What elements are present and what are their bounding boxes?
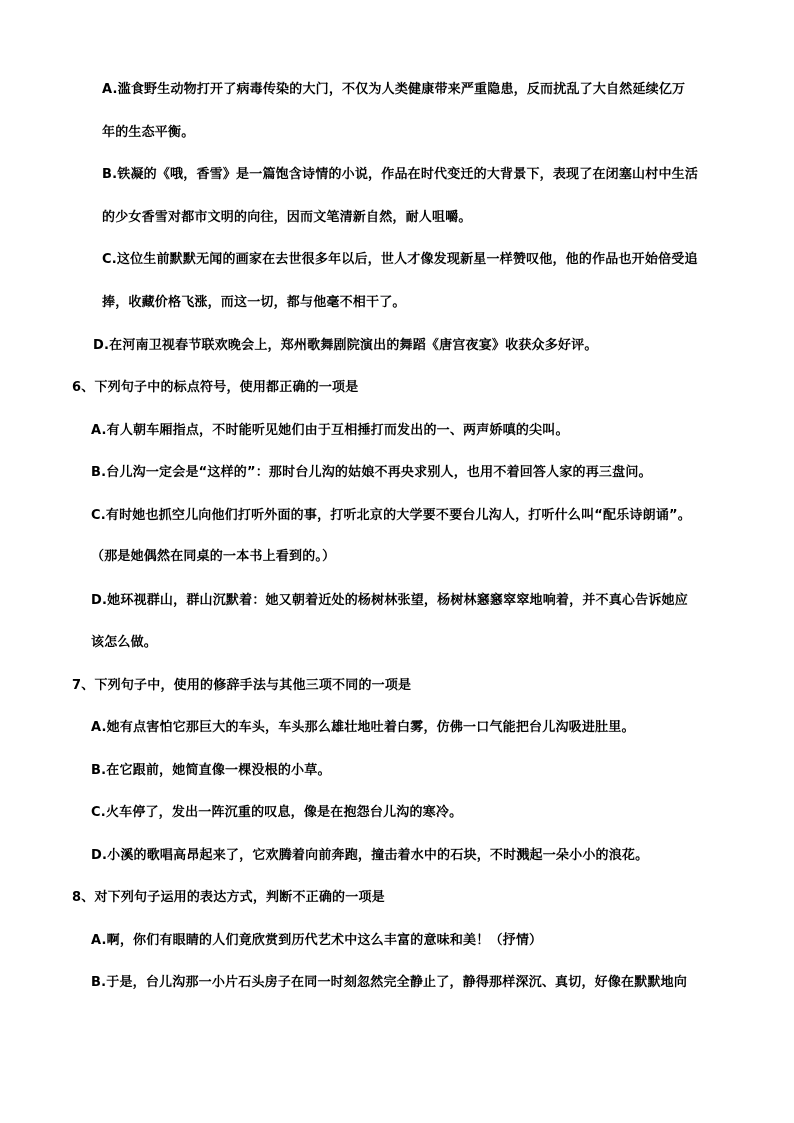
option-6a: A.有人朝车厢指点，不时能听见她们由于互相捶打而发出的一、两声娇嗔的尖叫。 <box>91 423 569 438</box>
option-6c-line-2: （那是她偶然在同桌的一本书上看到的。） <box>91 549 336 564</box>
question-7: 7、下列句子中，使用的修辞手法与其他三项不同的一项是 <box>72 678 412 693</box>
option-7a: A.她有点害怕它那巨大的车头，车头那么雄壮地吐着白雾，仿佛一口气能把台儿沟吸进肚里。 <box>91 720 635 735</box>
option-5b-line-1: B.铁凝的《哦，香雪》是一篇饱含诗情的小说，作品在时代变迁的大背景下，表现了在闭塞山村中生活 <box>102 167 699 182</box>
option-8a: A.啊，你们有眼睛的人们竟欣赏到历代艺术中这么丰富的意味和美！（抒情） <box>91 933 543 948</box>
question-8: 8、对下列句子运用的表达方式，判断不正确的一项是 <box>72 890 385 905</box>
option-7c: C.火车停了，发出一阵沉重的叹息，像是在抱怨台儿沟的寒冷。 <box>91 805 463 820</box>
question-6: 6、下列句子中的标点符号，使用都正确的一项是 <box>72 380 359 395</box>
option-7b: B.在它跟前，她简直像一棵没根的小草。 <box>91 763 331 778</box>
option-6d-line-2: 该怎么做。 <box>91 635 158 650</box>
option-6d-line-1: D.她环视群山，群山沉默着：她又朝着近处的杨树林张望，杨树林窸窸窣窣地响着，并不真心告诉她应 <box>91 593 688 608</box>
option-5a-line-1: A.滥食野生动物打开了病毒传染的大门，不仅为人类健康带来严重隐患，反而扰乱了大自然延续亿万 <box>102 82 686 97</box>
option-7d: D.小溪的歌唱高昂起来了，它欢腾着向前奔跑，撞击着水中的石块，不时溅起一朵小小的浪花。 <box>91 848 649 863</box>
option-8b-line-1: B.于是，台儿沟那一小片石头房子在同一时刻忽然完全静止了，静得那样深沉、真切，好像在默默地向 <box>91 975 688 990</box>
option-6b: B.台儿沟一定会是“这样的”：那时台儿沟的姑娘不再央求别人，也用不着回答人家的再三盘问。 <box>91 465 652 480</box>
option-5c-line-2: 捧，收藏价格飞涨，而这一切，都与他毫不相干了。 <box>102 295 406 310</box>
option-5b-line-2: 的少女香雪对都市文明的向往，因而文笔清新自然，耐人咀嚼。 <box>102 210 472 225</box>
option-5c-line-1: C.这位生前默默无闻的画家在去世很多年以后，世人才像发现新星一样赞叹他，他的作品也开始倍受追 <box>102 252 698 267</box>
option-6c-line-1: C.有时她也抓空儿向他们打听外面的事，打听北京的大学要不要台儿沟人，打听什么叫“配乐诗朗诵”。 <box>91 508 691 523</box>
option-5d: D.在河南卫视春节联欢晚会上，郑州歌舞剧院演出的舞蹈《唐宫夜宴》收获众多好评。 <box>93 338 598 353</box>
option-5a-line-2: 年的生态平衡。 <box>102 125 195 140</box>
